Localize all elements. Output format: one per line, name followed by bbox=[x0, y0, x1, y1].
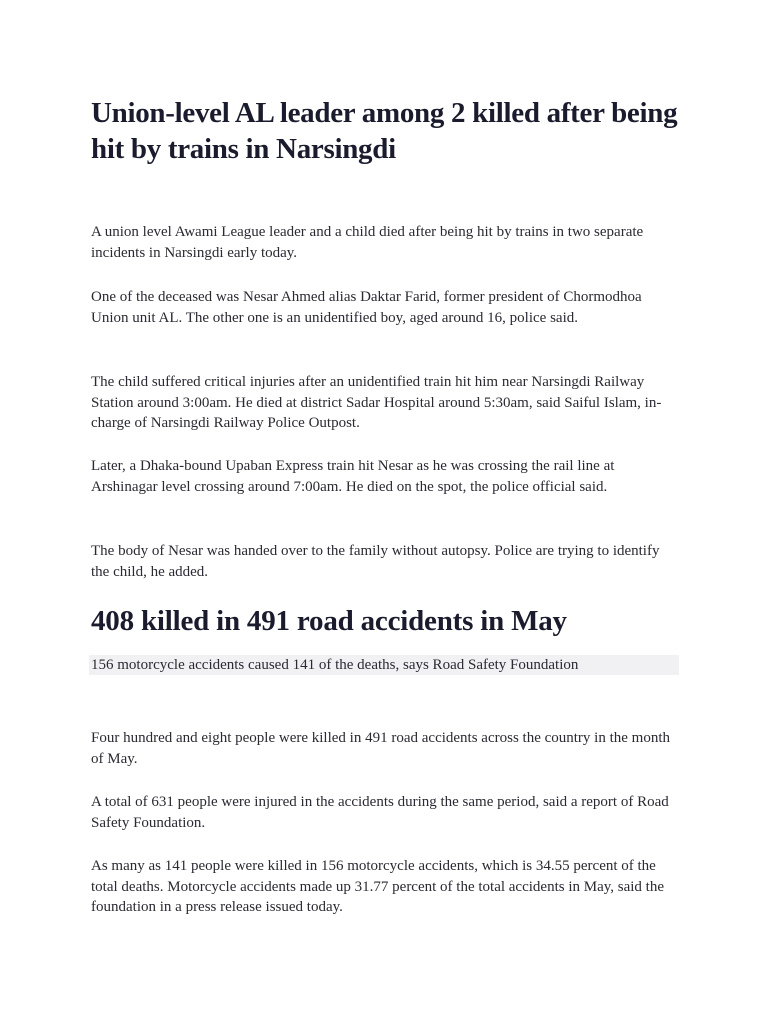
article-1-paragraph-3: The child suffered critical injuries after an unidentified train hit him near Narsingdi Railway Station around 3:00am. He died at district Sadar Hospital around 5:30am, said Saiful Islam, in-charge of Narsingdi Railway Police Outpost. bbox=[91, 374, 662, 431]
article-1-paragraph-1: A union level Awami League leader and a child died after being hit by trains in two separate incidents in Narsingdi early today. bbox=[91, 224, 644, 261]
article-1-headline: Union-level AL leader among 2 killed after being hit by trains in Narsingdi bbox=[91, 97, 678, 165]
article-2-subheadline: 156 motorcycle accidents caused 141 of the deaths, says Road Safety Foundation bbox=[89, 655, 679, 675]
article-1-paragraph-4: Later, a Dhaka-bound Upaban Express train hit Nesar as he was crossing the rail line at Arshinagar level crossing around 7:00am. He died on the spot, the police official said. bbox=[91, 458, 615, 495]
article-2-paragraph-3: As many as 141 people were killed in 156 motorcycle accidents, which is 34.55 percent of the total deaths. Motorcycle accidents made up 31.77 percent of the total accidents in May, said the foundation in a press release issued today. bbox=[91, 858, 665, 915]
article-1-paragraph-2: One of the deceased was Nesar Ahmed alias Daktar Farid, former president of Chormodhoa Union unit AL. The other one is an unidentified boy, aged around 16, police said. bbox=[91, 289, 642, 326]
article-2-paragraph-1: Four hundred and eight people were killed in 491 road accidents across the country in the month of May. bbox=[91, 730, 671, 767]
article-1-paragraph-5: The body of Nesar was handed over to the family without autopsy. Police are trying to identify the child, he added. bbox=[91, 543, 660, 580]
article-2-headline: 408 killed in 491 road accidents in May bbox=[91, 605, 567, 637]
article-2-paragraph-2: A total of 631 people were injured in the accidents during the same period, said a report of Road Safety Foundation. bbox=[91, 794, 669, 831]
